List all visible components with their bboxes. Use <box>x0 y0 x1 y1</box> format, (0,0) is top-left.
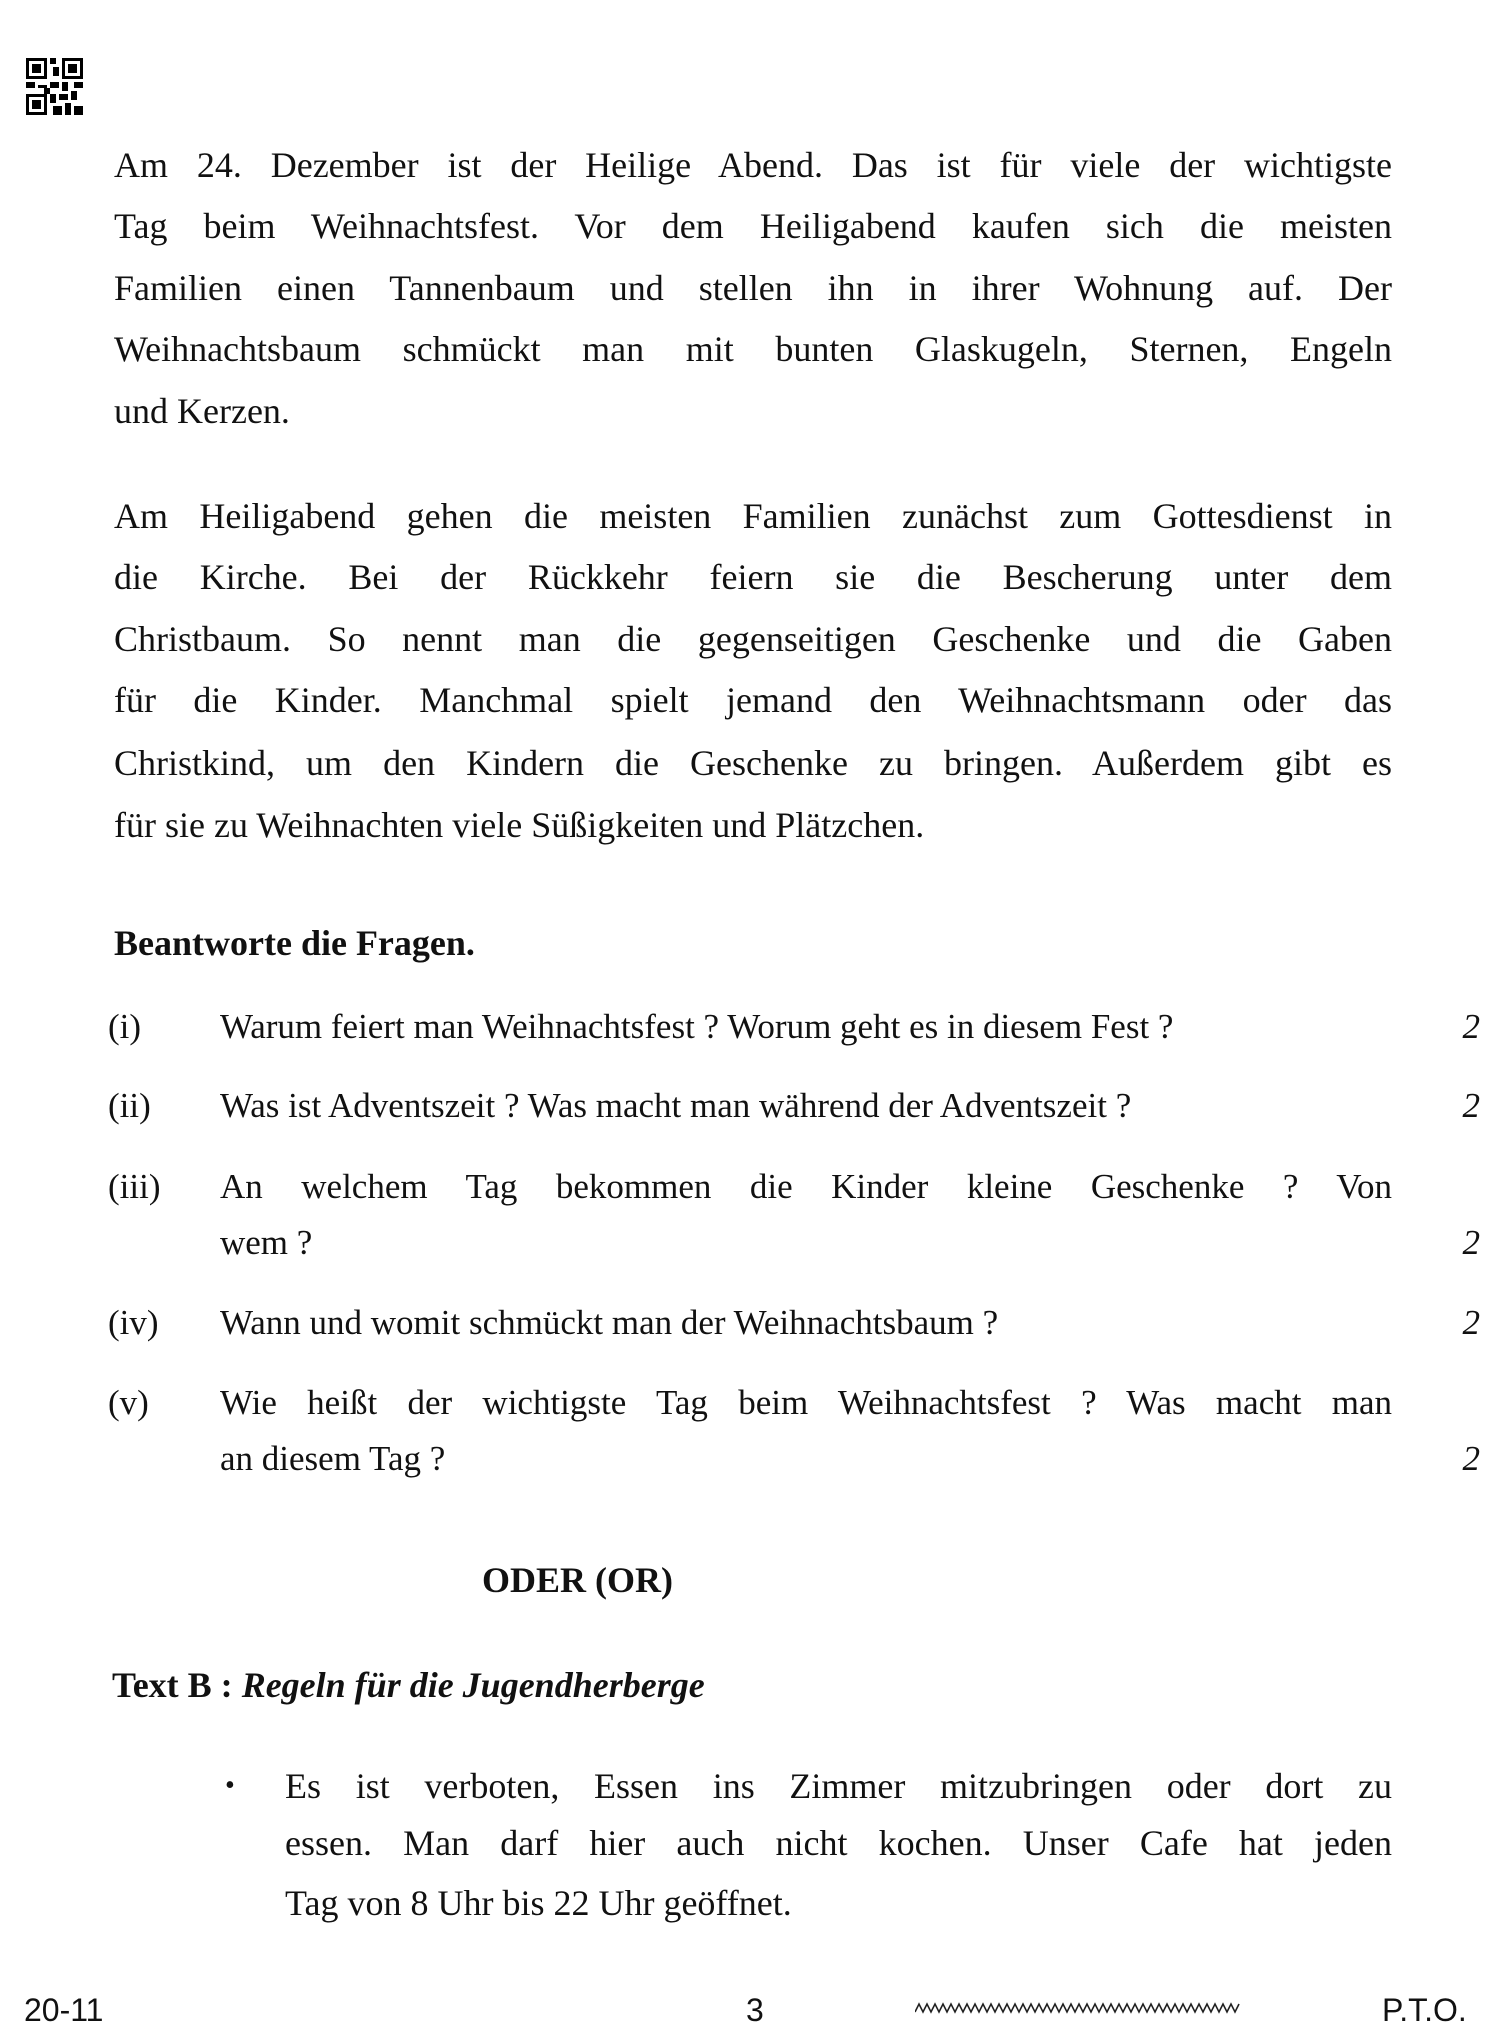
text-line: Christbaum. So nennt man die gegenseitigen Geschenke und die Gaben <box>114 619 1392 659</box>
question-marks: 2 <box>1462 1303 1480 1342</box>
text-line: und Kerzen. <box>114 391 290 431</box>
text-line: Am 24. Dezember ist der Heilige Abend. Das ist für viele der wichtigste <box>114 145 1392 185</box>
question-text: Warum feiert man Weihnachtsfest ? Worum geht es in diesem Fest ? <box>220 1007 1174 1046</box>
question-text: Wie heißt der wichtigste Tag beim Weihnachtsfest ? Was macht man <box>220 1383 1392 1422</box>
text-line: Am Heiligabend gehen die meisten Familien zunächst zum Gottesdienst in <box>114 496 1392 536</box>
text-line: Christkind, um den Kindern die Geschenke zu bringen. Außerdem gibt es <box>114 743 1392 783</box>
text-line: für sie zu Weihnachten viele Süßigkeiten und Plätzchen. <box>114 805 925 845</box>
question-text: an diesem Tag ? <box>220 1439 446 1478</box>
pto-label: P.T.O. <box>1382 1992 1467 2028</box>
text-line: Weihnachtsbaum schmückt man mit bunten Glaskugeln, Sternen, Engeln <box>114 329 1392 369</box>
text-line: Familien einen Tannenbaum und stellen ihn in ihrer Wohnung auf. Der <box>114 268 1392 308</box>
questions-heading: Beantworte die Fragen. <box>114 923 475 963</box>
question-text: wem ? <box>220 1223 313 1262</box>
question-number: (i) <box>108 1007 142 1046</box>
question-text: Wann und womit schmückt man der Weihnachtsbaum ? <box>220 1303 999 1342</box>
text-b-heading <box>112 1663 705 1707</box>
text-line: Tag beim Weihnachtsfest. Vor dem Heiligabend kaufen sich die meisten <box>114 206 1392 246</box>
text-b-label: Text B : <box>112 1665 233 1705</box>
text-line: essen. Man darf hier auch nicht kochen. Unser Cafe hat jeden <box>285 1823 1392 1863</box>
text-line: Tag von 8 Uhr bis 22 Uhr geöffnet. <box>285 1883 792 1923</box>
question-marks: 2 <box>1462 1007 1480 1046</box>
question-number: (iv) <box>108 1303 159 1342</box>
question-marks: 2 <box>1462 1439 1480 1478</box>
question-marks: 2 <box>1462 1223 1480 1262</box>
question-text: Was ist Adventszeit ? Was macht man während der Adventszeit ? <box>220 1086 1132 1125</box>
qr-code-icon <box>26 58 83 115</box>
page-number: 3 <box>746 1992 764 2028</box>
text-line: die Kirche. Bei der Rückkehr feiern sie die Bescherung unter dem <box>114 557 1392 597</box>
text-line: für die Kinder. Manchmal spielt jemand den Weihnachtsmann oder das <box>114 680 1392 720</box>
text-b-title: Regeln für die Jugendherberge <box>241 1665 705 1705</box>
question-number: (v) <box>108 1383 149 1422</box>
question-text: An welchem Tag bekommen die Kinder kleine Geschenke ? Von <box>220 1167 1392 1206</box>
question-number: (ii) <box>108 1086 151 1125</box>
bullet-icon: • <box>225 1770 235 1801</box>
or-label: ODER (OR) <box>482 1560 673 1600</box>
paper-code: 20-11 <box>24 1992 104 2028</box>
question-number: (iii) <box>108 1167 161 1206</box>
text-line: Es ist verboten, Essen ins Zimmer mitzubringen oder dort zu <box>285 1766 1392 1806</box>
wavy-line-icon <box>915 2000 1240 2016</box>
question-marks: 2 <box>1462 1086 1480 1125</box>
